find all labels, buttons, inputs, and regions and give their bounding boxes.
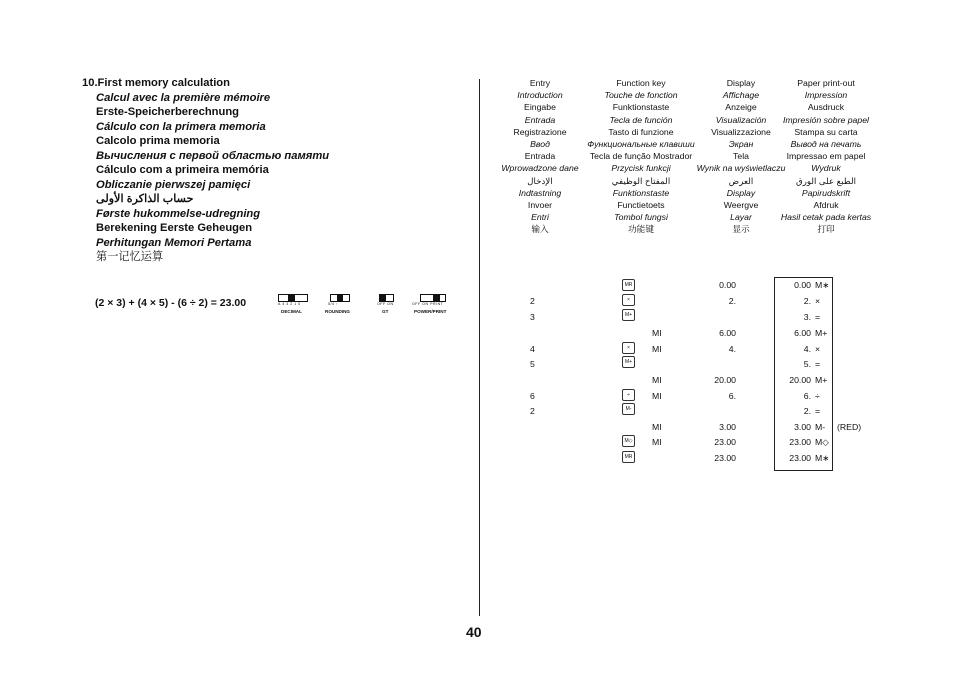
entry-header-pt: Entrada — [524, 151, 556, 162]
entry-header-de: Eingabe — [524, 102, 556, 113]
row-mi-indicator: MI — [652, 328, 662, 338]
row-paper-symbol: M∗ — [815, 280, 830, 290]
entry-header-nl: Invoer — [527, 200, 553, 210]
row-entry-value: 2 — [530, 296, 535, 306]
display-header-es: Visualización — [715, 114, 767, 125]
paper-header-zh: 打印 — [817, 224, 835, 235]
row-entry-value: 3 — [530, 312, 535, 322]
row-paper-value: 2. — [803, 406, 811, 416]
row-display-value: 4. — [728, 344, 736, 354]
memory-plus-key-icon: M+ — [622, 356, 635, 368]
memory-recall-key-icon: MR — [622, 279, 635, 291]
row-paper-value: 5. — [803, 359, 811, 369]
gt-switch-label: GT — [382, 309, 389, 314]
row-entry-value: 4 — [530, 344, 535, 354]
function-key-header-pt: Tecla de função Mostrador — [589, 151, 693, 162]
section-title-pt: Cálculo com a primeira memória — [96, 164, 269, 176]
multiply-key-icon: × — [622, 342, 635, 354]
row-mi-indicator: MI — [652, 344, 662, 354]
decimal-switch-ticks: A 4 3 2 1 0 — [278, 302, 301, 306]
row-mi-indicator: MI — [652, 437, 662, 447]
display-header-fr: Affichage — [722, 90, 760, 101]
paper-header-fr: Impression — [804, 90, 848, 101]
display-header-id: Layar — [730, 212, 752, 223]
display-header-de: Anzeige — [725, 102, 757, 113]
row-mi-indicator: MI — [652, 422, 662, 432]
function-key-header-es: Tecla de función — [609, 114, 673, 125]
row-paper-value: 23.00 — [789, 437, 811, 447]
paper-header-es: Impresión sobre papel — [783, 114, 869, 125]
paper-header-de: Ausdruck — [807, 102, 845, 113]
row-paper-symbol: M+ — [815, 328, 828, 338]
row-paper-value: 6. — [803, 391, 811, 401]
entry-header-en: Entry — [529, 78, 551, 88]
function-key-header-fr: Touche de fonction — [604, 90, 678, 101]
row-paper-value: 23.00 — [789, 453, 811, 463]
paper-header-ru: Вывод на печать — [790, 139, 862, 149]
entry-header-ru: Ввод — [530, 139, 550, 149]
entry-header-ar: الإدخال — [527, 175, 553, 186]
row-paper-symbol: = — [815, 406, 821, 416]
multiply-key-icon: × — [622, 294, 635, 306]
row-paper-symbol: M- — [815, 422, 826, 432]
decimal-switch-label: DECIMAL — [281, 309, 302, 314]
display-header-it: Visualizzazione — [711, 126, 771, 137]
row-display-value: 6.00 — [719, 328, 736, 338]
section-title-es: Cálculo con la primera memoria — [96, 120, 266, 133]
entry-header-id: Entri — [531, 212, 549, 223]
power-print-switch-ticks: OFF ON PRINT — [412, 302, 444, 306]
entry-header-zh: 输入 — [531, 224, 549, 235]
row-entry-value: 5 — [530, 359, 535, 369]
function-key-header-en: Function key — [616, 78, 666, 88]
entry-header-da: Indtastning — [518, 187, 562, 198]
row-display-value: 0.00 — [719, 280, 736, 290]
section-title-fr: Calcul avec la première mémoire — [96, 91, 271, 104]
row-mi-indicator: MI — [652, 391, 662, 401]
entry-header-es: Entrada — [524, 114, 556, 125]
section-title-block — [82, 76, 329, 265]
row-mi-indicator: MI — [652, 375, 662, 385]
row-paper-value: 3. — [803, 312, 811, 322]
row-paper-symbol: = — [815, 359, 821, 369]
display-header-da: Display — [726, 187, 756, 198]
memory-plus-key-icon: M+ — [622, 309, 635, 321]
memory-minus-key-icon: M- — [622, 403, 635, 415]
section-title-pl: Obliczanie pierwszej pamięci — [96, 178, 251, 191]
section-title-nl: Berekening Eerste Geheugen — [96, 222, 253, 234]
display-header-zh: 显示 — [732, 224, 750, 235]
row-display-value: 3.00 — [719, 422, 736, 432]
row-paper-symbol: M◇ — [815, 437, 829, 447]
row-display-value: 2. — [728, 296, 736, 306]
section-title-ar: حساب الذاكرة الأولى — [96, 193, 194, 205]
row-display-value: 6. — [728, 391, 736, 401]
paper-header-nl: Afdruk — [813, 200, 839, 210]
example-formula: (2 × 3) + (4 × 5) - (6 ÷ 2) = 23.00 — [95, 297, 247, 309]
row-paper-value: 4. — [803, 344, 811, 354]
row-display-value: 20.00 — [714, 375, 736, 385]
row-paper-value: 20.00 — [789, 375, 811, 385]
red-print-note: (RED) — [837, 422, 862, 432]
row-paper-symbol: × — [815, 296, 821, 306]
section-title-de: Erste-Speicherberechnung — [96, 106, 239, 118]
function-key-header-pl: Przycisk funkcji — [611, 163, 671, 174]
function-key-header-zh: 功能键 — [627, 224, 655, 235]
gt-switch-ticks: OFF ON — [377, 302, 394, 306]
display-header-ar: العرض — [728, 175, 754, 186]
rounding-switch-label: ROUNDING — [325, 309, 351, 314]
divide-key-icon: ÷ — [622, 389, 635, 401]
row-paper-symbol: M∗ — [815, 453, 830, 463]
function-key-header-nl: Functietoets — [617, 200, 665, 210]
row-paper-value: 2. — [803, 296, 811, 306]
function-key-header-ru: Функциональные клавиши — [587, 139, 695, 149]
display-header-pl: Wynik na wyświetlaczu — [696, 163, 786, 174]
paper-header-id: Hasil cetak pada kertas — [780, 212, 872, 223]
paper-header-pt: Impressao em papel — [786, 151, 866, 162]
entry-header-fr: Introduction — [517, 90, 563, 101]
function-key-header-de: Funktionstaste — [612, 102, 670, 113]
paper-header-en: Paper print-out — [797, 78, 855, 88]
paper-header-pl: Wydruk — [811, 163, 841, 174]
display-header-nl: Weergve — [723, 200, 759, 210]
row-entry-value: 2 — [530, 406, 535, 416]
row-display-value: 23.00 — [714, 437, 736, 447]
section-title-ru: Вычисления с первой областью памяти — [96, 149, 330, 162]
row-paper-value: 0.00 — [794, 280, 811, 290]
row-entry-value: 6 — [530, 391, 535, 401]
function-key-header-it: Tasto di funzione — [608, 126, 674, 137]
row-paper-symbol: ÷ — [815, 391, 820, 401]
row-paper-symbol: M+ — [815, 375, 828, 385]
section-title-zh: 第一记忆运算 — [96, 250, 164, 263]
page-number: 40 — [466, 624, 482, 640]
display-header-ru: Экран — [728, 139, 754, 149]
display-header-pt: Tela — [733, 151, 749, 162]
display-header-en: Display — [726, 78, 756, 88]
row-paper-symbol: × — [815, 344, 821, 354]
row-display-value: 23.00 — [714, 453, 736, 463]
power-print-switch-label: POWER/PRINT — [414, 309, 447, 314]
memory-subtotal-key-icon: M◇ — [622, 435, 635, 447]
section-title-da: Første hukommelse-udregning — [96, 207, 261, 220]
row-paper-symbol: = — [815, 312, 821, 322]
function-key-header-da: Funktionstaste — [612, 187, 670, 198]
paper-header-da: Papirudskrift — [801, 187, 851, 198]
row-paper-value: 3.00 — [794, 422, 811, 432]
entry-header-pl: Wprowadzone dane — [501, 163, 579, 174]
section-title-it: Calcolo prima memoria — [96, 135, 220, 147]
section-title-id: Perhitungan Memori Pertama — [96, 236, 252, 249]
function-key-header-id: Tombol fungsi — [614, 212, 668, 223]
paper-header-ar: الطبع على الورق — [795, 175, 857, 186]
memory-recall-key-icon: MR — [622, 451, 635, 463]
entry-header-it: Registrazione — [513, 126, 567, 137]
section-title-en: 10.First memory calculation — [82, 77, 230, 89]
row-paper-value: 6.00 — [794, 328, 811, 338]
paper-header-it: Stampa su carta — [794, 126, 858, 137]
function-key-header-ar: المفتاح الوظيفي — [611, 175, 671, 186]
rounding-switch-ticks: 5/4 ↑ — [328, 302, 339, 306]
